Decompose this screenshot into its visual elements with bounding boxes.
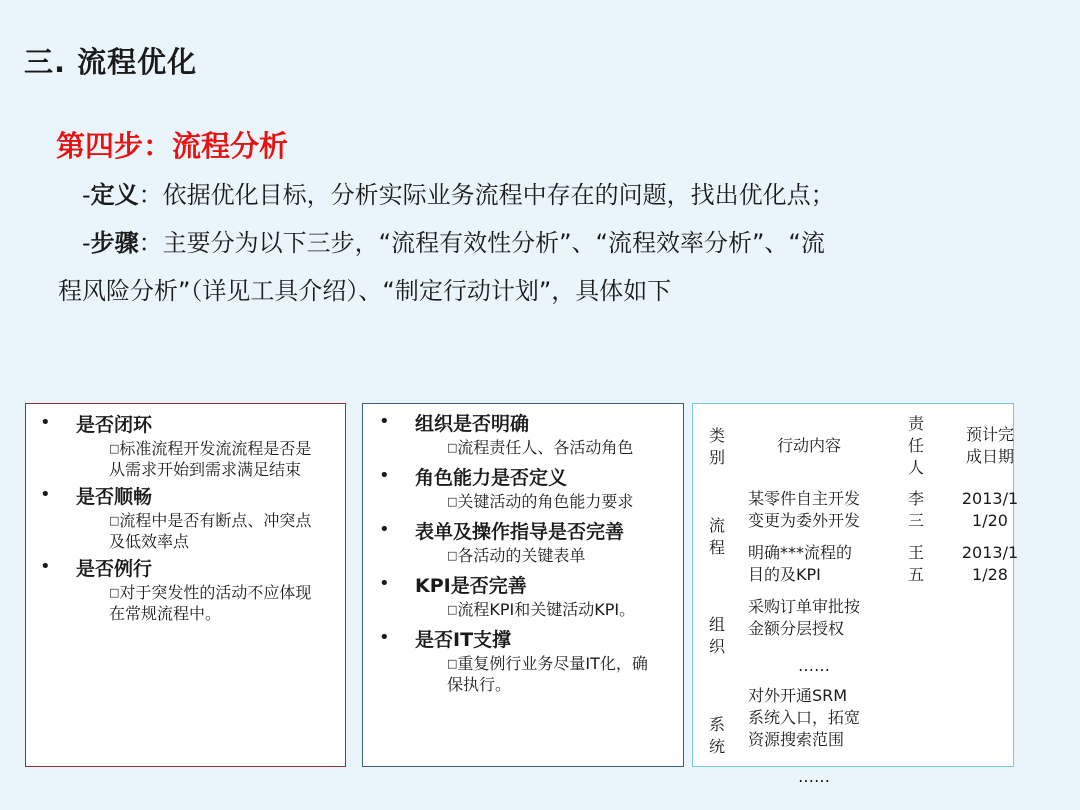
item-heading: KPI是否完善 — [415, 575, 527, 597]
item-detail — [109, 582, 346, 624]
item-detail — [109, 510, 346, 552]
square-marker-icon: □ — [109, 514, 120, 527]
steps-text-1: ：主要分为以下三步，“流程有效性分析”、“流程效率分析”、“流 — [138, 229, 825, 257]
row-1-owner — [899, 488, 933, 532]
detail-line-1: 关键活动的角色能力要求 — [457, 492, 634, 511]
action-plan-table — [692, 403, 1019, 786]
item-detail — [447, 545, 677, 566]
steps-paragraph — [58, 219, 1018, 315]
row-2-date-line-2: 1/28 — [972, 565, 1008, 584]
detail-line-2: 及低效率点 — [109, 532, 190, 551]
row-1-action-line-1: 某零件自主开发 — [748, 489, 861, 508]
list-item — [40, 556, 346, 624]
list-item — [40, 412, 346, 480]
detail-line-1: 流程责任人、各活动角色 — [457, 438, 634, 457]
header-date-line-1: 预计完 — [965, 425, 1014, 444]
row-1-action — [748, 488, 860, 532]
square-marker-icon: □ — [447, 603, 458, 616]
detail-line-1: 各活动的关键表单 — [457, 546, 586, 565]
category-org-line-1: 组 — [708, 615, 725, 634]
efficiency-panel — [362, 403, 684, 767]
bullet-icon: • — [379, 627, 390, 648]
header-owner-line-1: 责 — [907, 414, 924, 433]
row-2-owner-line-2: 五 — [907, 565, 924, 584]
definition-text: ：依据优化目标，分析实际业务流程中存在的问题，找出优化点； — [138, 181, 835, 209]
detail-line-2: 从需求开始到需求满足结束 — [109, 460, 302, 479]
list-item — [379, 573, 677, 620]
row-4-action-line-3: 资源搜索范围 — [748, 730, 845, 749]
item-detail — [447, 653, 677, 695]
row-3-action-line-1: 采购订单审批按 — [748, 597, 861, 616]
bullet-icon: • — [379, 519, 390, 540]
detail-line-1: 流程KPI和关键活动KPI。 — [457, 600, 636, 619]
efficiency-list — [379, 411, 677, 702]
category-process-line-2: 程 — [708, 538, 725, 557]
square-marker-icon: □ — [447, 657, 458, 670]
item-heading: 是否IT支撑 — [415, 629, 512, 651]
row-2-action-line-1: 明确***流程的 — [748, 543, 853, 562]
row-1-owner-line-2: 三 — [907, 511, 924, 530]
item-heading: 组织是否明确 — [415, 413, 530, 435]
row-3-action-line-2: 金额分层授权 — [748, 619, 845, 638]
definition-prefix: - — [82, 181, 91, 209]
detail-line-1: 标准流程开发流流程是否是 — [119, 439, 312, 458]
definition-label: 定义 — [90, 181, 139, 209]
category-process — [701, 515, 733, 559]
square-marker-icon: □ — [109, 442, 120, 455]
bullet-icon: • — [40, 484, 51, 505]
item-heading: 是否顺畅 — [76, 486, 153, 508]
steps-label: 步骤 — [90, 229, 139, 257]
steps-line-2: 程风险分析”（详见工具介绍）、“制定行动计划”，具体如下 — [58, 277, 672, 305]
ellipsis-2: …… — [798, 767, 830, 786]
header-category-line-1: 类 — [708, 426, 725, 445]
list-item — [379, 411, 677, 458]
row-2-date-line-1: 2013/1 — [961, 543, 1019, 562]
header-category-line-2: 别 — [708, 448, 725, 467]
list-item — [379, 465, 677, 512]
square-marker-icon: □ — [447, 549, 458, 562]
header-owner-line-2: 任 — [907, 436, 924, 455]
row-2-owner-line-1: 王 — [907, 543, 924, 562]
definition-paragraph — [58, 171, 1018, 219]
item-detail — [109, 438, 346, 480]
item-heading: 是否例行 — [76, 558, 153, 580]
row-4-action — [748, 685, 860, 751]
list-item — [379, 627, 677, 695]
square-marker-icon: □ — [109, 586, 120, 599]
category-system-line-2: 统 — [708, 737, 725, 756]
row-1-date — [955, 488, 1025, 532]
list-item — [379, 519, 677, 566]
row-1-owner-line-1: 李 — [907, 489, 924, 508]
header-owner — [899, 413, 933, 479]
row-2-owner — [899, 542, 933, 586]
square-marker-icon: □ — [447, 495, 458, 508]
category-org-line-2: 织 — [708, 637, 725, 656]
steps-line-1 — [58, 219, 1018, 267]
row-2-action-line-2: 目的及KPI — [748, 565, 821, 584]
header-category — [701, 425, 733, 469]
header-due-date — [955, 424, 1025, 468]
steps-prefix: - — [82, 229, 91, 257]
category-organization — [701, 614, 733, 658]
header-owner-line-3: 人 — [907, 458, 924, 477]
detail-line-1: 流程中是否有断点、冲突点 — [119, 511, 312, 530]
detail-line-1: 对于突发性的活动不应体现 — [119, 583, 312, 602]
row-2-date — [955, 542, 1025, 586]
bullet-icon: • — [379, 465, 390, 486]
bullet-icon: • — [379, 573, 390, 594]
item-heading: 是否闭环 — [76, 414, 153, 436]
header-action: 行动内容 — [777, 436, 842, 455]
effectiveness-panel — [25, 403, 346, 767]
item-detail — [447, 599, 677, 620]
category-system-line-1: 系 — [708, 715, 725, 734]
slide-title: 三. 流程优化 — [24, 45, 198, 79]
detail-line-2: 在常规流程中。 — [109, 604, 222, 623]
category-system — [701, 714, 733, 758]
detail-line-2: 保执行。 — [447, 675, 512, 694]
row-4-action-line-1: 对外开通SRM — [748, 686, 848, 705]
bullet-icon: • — [40, 412, 51, 433]
item-detail — [447, 491, 677, 512]
bullet-icon: • — [40, 556, 51, 577]
row-1-date-line-2: 1/20 — [972, 511, 1008, 530]
category-process-line-1: 流 — [708, 516, 725, 535]
square-marker-icon: □ — [447, 441, 458, 454]
row-1-action-line-2: 变更为委外开发 — [748, 511, 861, 530]
row-1-date-line-1: 2013/1 — [961, 489, 1019, 508]
row-3-action — [748, 596, 860, 640]
bullet-icon: • — [379, 411, 390, 432]
item-heading: 角色能力是否定义 — [415, 467, 568, 489]
detail-line-1: 重复例行业务尽量IT化，确 — [457, 654, 648, 673]
item-detail — [447, 437, 677, 458]
header-date-line-2: 成日期 — [965, 447, 1014, 466]
effectiveness-list — [40, 412, 346, 628]
list-item — [40, 484, 346, 552]
item-heading: 表单及操作指导是否完善 — [415, 521, 625, 543]
ellipsis-1: …… — [798, 656, 830, 675]
step-heading: 第四步：流程分析 — [56, 129, 289, 163]
row-4-action-line-2: 系统入口，拓宽 — [748, 708, 861, 727]
row-2-action — [748, 542, 852, 586]
